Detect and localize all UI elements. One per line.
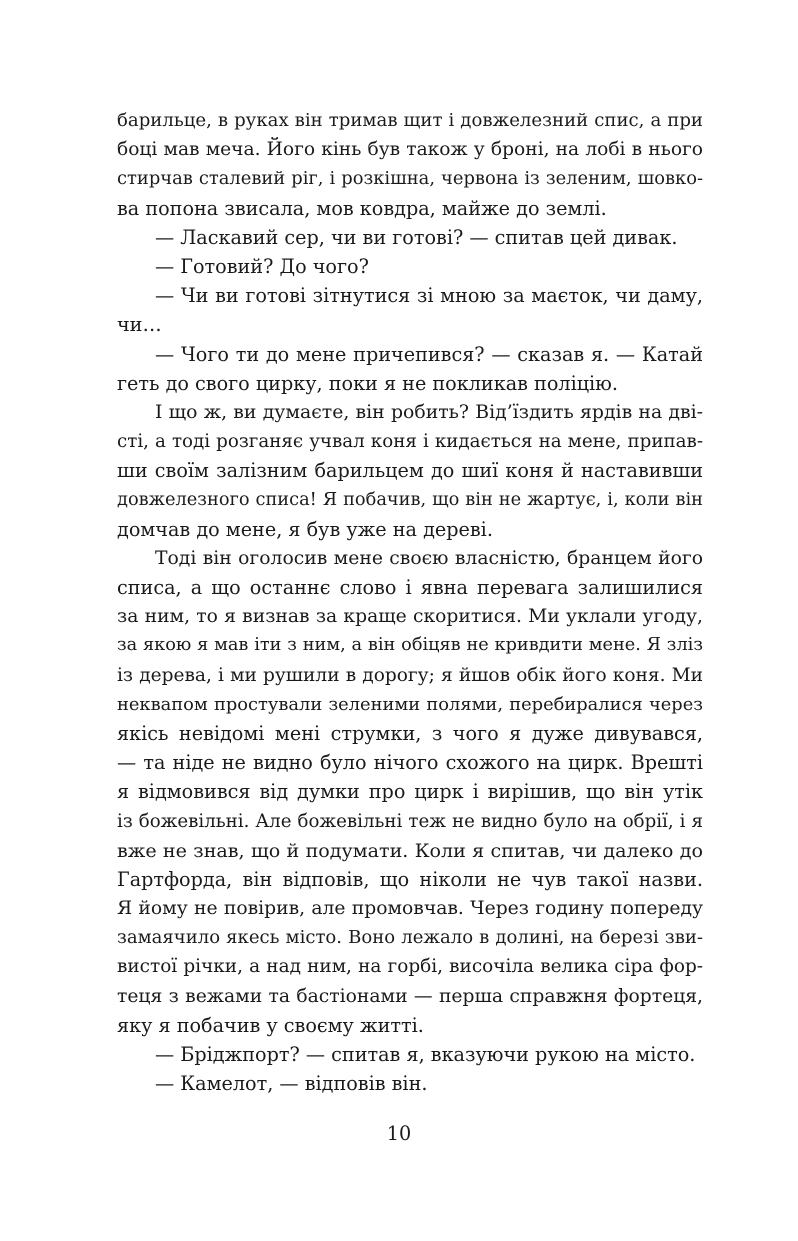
dialogue-line: — Ласкавий сер, чи ви готові? — спитав цей дивак. bbox=[155, 225, 678, 249]
text-line: барильце, в руках він тримав щит і довжелезний спис, а при bbox=[117, 110, 703, 131]
text-line: теця з вежами та бастіонами — перша справжня фортеця, bbox=[117, 985, 703, 1007]
text-line: яку я побачив у своєму житті. bbox=[117, 1013, 424, 1037]
paragraph-start: І що ж, ви думаєте, він робить? Від’їздить ярдів на дві- bbox=[155, 401, 703, 423]
text-line: Гартфорда, він відповів, що ніколи не чув такої назви. bbox=[117, 867, 703, 891]
book-page-text bbox=[117, 106, 703, 1098]
text-line: стирчав сталевий ріг, і розкішна, червона із зеленим, шовко- bbox=[117, 168, 703, 190]
text-line: Я йому не повірив, але промовчав. Через годину попереду bbox=[117, 898, 703, 920]
text-line: за ним, то я визнав за краще скоритися. Ми уклали угоду, bbox=[117, 606, 703, 628]
dialogue-line: — Чи ви готові зітнутися зі мною за маєток, чи даму, bbox=[155, 284, 703, 308]
text-line: ва попона звисала, мов ковдра, майже до землі. bbox=[117, 196, 607, 220]
text-line: — та ніде не видно було нічого схожого на цирк. Врешті bbox=[117, 751, 703, 775]
text-line: замаячило якесь місто. Воно лежало в долині, на березі зви- bbox=[117, 927, 703, 949]
text-line: із дерева, і ми рушили в дорогу; я йшов обік його коня. Ми bbox=[117, 664, 703, 686]
text-line: вже не знав, що й подумати. Коли я спитав, чи далеко до bbox=[117, 838, 703, 862]
text-line: ши своїм залізним барильцем до шиї коня й наставивши bbox=[117, 459, 703, 483]
text-line: якісь невідомі мені струмки, з чого я дуже дивувався, bbox=[117, 721, 703, 745]
text-line: вистої річки, а над ним, на горбі, височіла велика сіра фор- bbox=[117, 956, 703, 978]
dialogue-line: — Бріджпорт? — спитав я, вказуючи рукою на місто. bbox=[155, 1043, 696, 1066]
dialogue-line: — Готовий? До чого? bbox=[155, 254, 369, 278]
dialogue-line: — Чого ти до мене причепився? — сказав я. — Катай bbox=[155, 342, 703, 366]
paragraph-start: Тоді він оголосив мене своєю власністю, бранцем його bbox=[155, 547, 703, 569]
text-line: неквапом простували зеленими полями, перебиралися через bbox=[117, 693, 703, 715]
text-line: списа, а що останнє слово і явна перевага залишилися bbox=[117, 576, 703, 599]
text-line: я відмовився від думки про цирк і вирішив, що він утік bbox=[117, 780, 703, 804]
text-line: із божевільні. Але божевільні теж не видно було на обрії, і я bbox=[117, 810, 703, 832]
page-number: 10 bbox=[386, 1122, 412, 1145]
text-line: боці мав меча. Його кінь був також у броні, на лобі в нього bbox=[117, 139, 703, 161]
text-line: довжелезного списа! Я побачив, що він не жартує, і, коли він bbox=[117, 489, 703, 511]
text-line: домчав до мене, я був уже на дереві. bbox=[117, 517, 493, 541]
text-line: сті, а тоді розганяє учвал коня і кидається на мене, припав- bbox=[117, 431, 703, 453]
dialogue-line: — Камелот, — відповів він. bbox=[155, 1072, 428, 1096]
text-line: за якою я мав іти з ним, а він обіцяв не кривдити мене. Я зліз bbox=[117, 635, 703, 656]
text-line: геть до свого цирку, поки я не покликав поліцію. bbox=[117, 371, 618, 395]
text-line: чи… bbox=[117, 313, 162, 337]
